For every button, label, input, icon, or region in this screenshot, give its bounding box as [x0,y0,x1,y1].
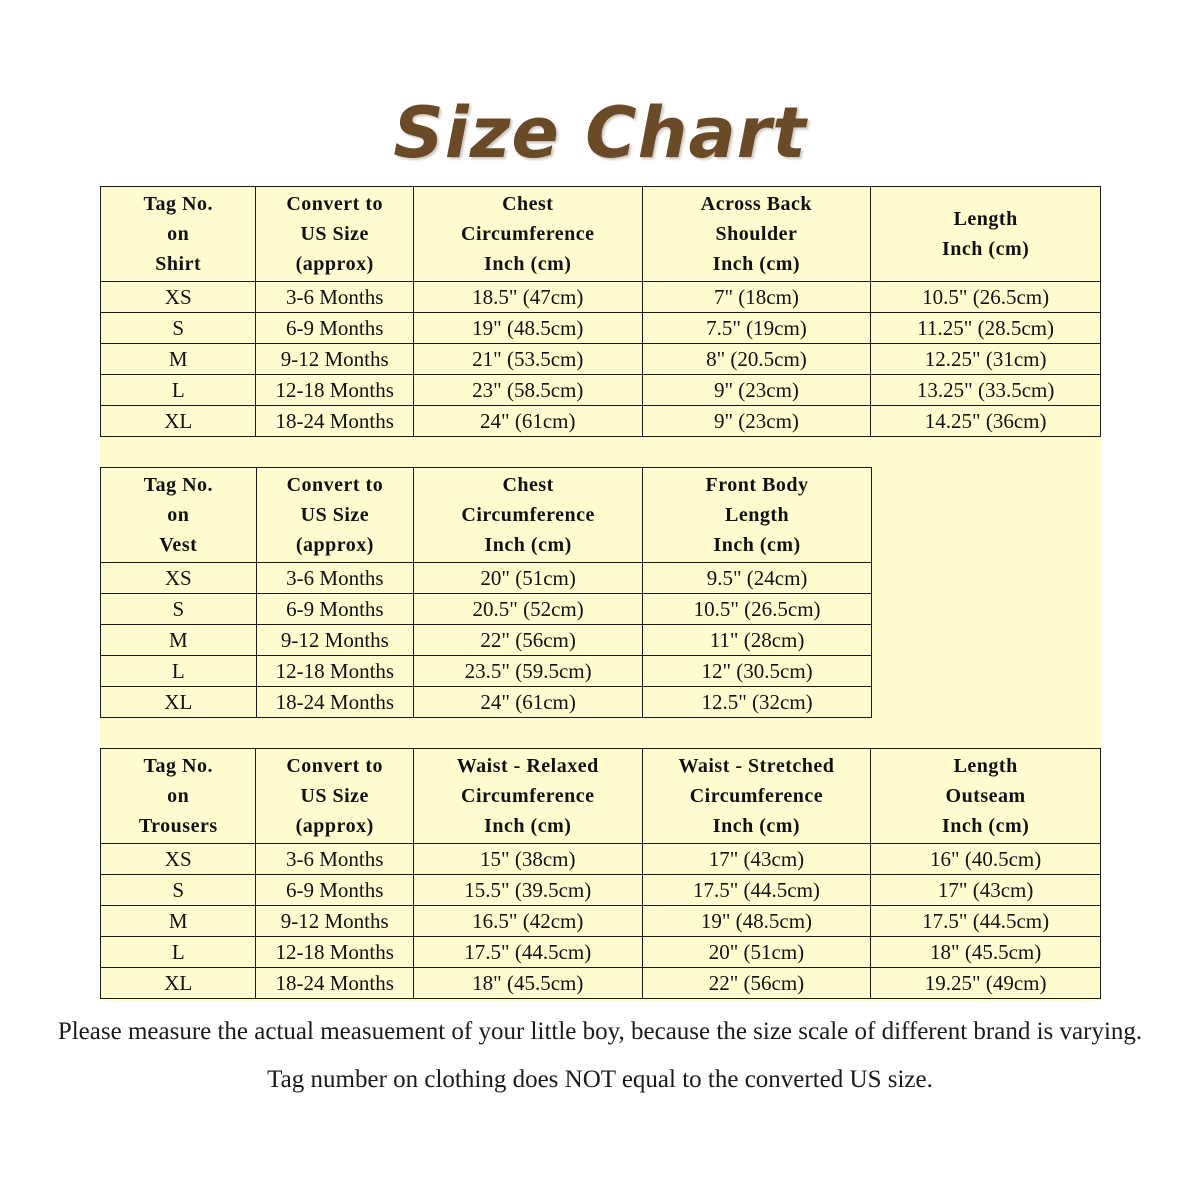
column-header-line: on [167,785,190,807]
column-header-line: Tag No. [143,474,214,496]
table-cell: L [101,937,256,968]
table-cell: 9-12 Months [256,344,413,375]
table-cell: XL [101,968,256,999]
table-header-row [101,468,872,563]
measurement-note: Please measure the actual measuement of your little boy, because the size scale of different brand is varying. [57,1018,1143,1045]
table-row [101,625,872,656]
table-cell: 19" (48.5cm) [413,313,642,344]
table-row [101,844,1101,875]
column-header-line: Inch (cm) [942,238,1030,260]
table-cell: 22" (56cm) [642,968,871,999]
table-cell: 10.5" (26.5cm) [871,282,1101,313]
table-cell: 18-24 Months [256,406,413,437]
column-header [256,468,414,563]
column-header-line: Chest [502,474,554,496]
column-header [101,187,256,282]
table-cell: XS [101,844,256,875]
table-row [101,313,1101,344]
column-header-line: Trousers [138,815,218,837]
column-header-line: Waist - Relaxed [456,755,599,777]
table-cell: 22" (56cm) [414,625,643,656]
column-header [413,749,642,844]
table-cell: 17" (43cm) [871,875,1101,906]
table-cell: 18" (45.5cm) [413,968,642,999]
table-cell: 6-9 Months [256,594,414,625]
column-header-line: Chest [502,193,554,215]
column-header [642,187,871,282]
table-row [101,687,872,718]
table-header-row [101,187,1101,282]
table-cell: 18.5" (47cm) [413,282,642,313]
table-cell: 17.5" (44.5cm) [642,875,871,906]
table-row [101,937,1101,968]
table-cell: 15" (38cm) [413,844,642,875]
table-cell: L [101,375,256,406]
table-row [101,406,1101,437]
tag-number-note: Tag number on clothing does NOT equal to the converted US size. [267,1066,933,1093]
column-header [413,187,642,282]
column-header-line: US Size [300,785,369,807]
table-row [101,875,1101,906]
table-cell: 9" (23cm) [642,406,871,437]
column-header-line: Inch (cm) [713,534,801,556]
table-header-row [101,749,1101,844]
shirt-size-table [100,186,1101,437]
table-cell: 12.5" (32cm) [643,687,872,718]
table-cell: 11" (28cm) [643,625,872,656]
column-header-line: Inch (cm) [942,815,1030,837]
table-cell: XL [101,406,256,437]
table-cell: 7" (18cm) [642,282,871,313]
table-cell: 9-12 Months [256,906,413,937]
table-cell: 18-24 Months [256,687,414,718]
table-cell: 12-18 Months [256,656,414,687]
table-cell: XS [101,282,256,313]
table-cell: 23" (58.5cm) [413,375,642,406]
table-cell: 16" (40.5cm) [871,844,1101,875]
table-cell: S [101,875,256,906]
table-cell: 9.5" (24cm) [643,563,872,594]
column-header-line: Convert to [286,193,383,215]
table-cell: 19.25" (49cm) [871,968,1101,999]
table-row [101,594,872,625]
table-cell: 18-24 Months [256,968,413,999]
column-header [101,468,257,563]
column-header-line: Convert to [286,474,384,496]
table-cell: 20" (51cm) [414,563,643,594]
table-cell: 17.5" (44.5cm) [871,906,1101,937]
table-cell: XL [101,687,257,718]
column-header-line: Waist - Stretched [678,755,835,777]
column-header-line: Inch (cm) [484,253,572,275]
table-cell: 16.5" (42cm) [413,906,642,937]
table-row [101,656,872,687]
column-header [256,749,413,844]
column-header-line: Inch (cm) [484,534,572,556]
column-header [101,749,256,844]
table-row [101,563,872,594]
table-cell: 17.5" (44.5cm) [413,937,642,968]
table-cell: 10.5" (26.5cm) [643,594,872,625]
table-cell: M [101,625,257,656]
column-header-line: Convert to [286,755,383,777]
table-cell: S [101,313,256,344]
column-header-line: Circumference [461,504,595,526]
column-header-line: (approx) [295,253,374,275]
table-cell: 12-18 Months [256,937,413,968]
table-cell: 20.5" (52cm) [414,594,643,625]
column-header-line: Circumference [689,785,824,807]
table-cell: 18" (45.5cm) [871,937,1101,968]
column-header-line: Circumference [461,223,595,245]
column-header-line: Length [953,755,1018,777]
column-header-line: US Size [300,223,369,245]
table-row [101,906,1101,937]
table-row [101,282,1101,313]
table-cell: 6-9 Months [256,875,413,906]
column-header [414,468,643,563]
column-header-line: on [167,504,190,526]
table-cell: 6-9 Months [256,313,413,344]
table-cell: 12-18 Months [256,375,413,406]
column-header-line: US Size [300,504,370,526]
table-cell: 3-6 Months [256,282,413,313]
column-header-line: (approx) [295,534,374,556]
table-cell: 23.5" (59.5cm) [414,656,643,687]
page-title: Size Chart [393,92,807,174]
table-cell: 24" (61cm) [413,406,642,437]
column-header [643,468,872,563]
table-cell: S [101,594,257,625]
table-cell: 3-6 Months [256,563,414,594]
table-cell: L [101,656,257,687]
table-cell: 13.25" (33.5cm) [871,375,1101,406]
table-cell: 7.5" (19cm) [642,313,871,344]
column-header-line: Inch (cm) [712,253,801,275]
table-cell: 12.25" (31cm) [871,344,1101,375]
column-header-line: Outseam [945,785,1026,807]
table-cell: 9-12 Months [256,625,414,656]
table-cell: 19" (48.5cm) [642,906,871,937]
column-header-line: Across Back [700,193,813,215]
column-header-line: Length [953,208,1018,230]
table-cell: 3-6 Months [256,844,413,875]
column-header-line: Tag No. [143,193,213,215]
table-row [101,375,1101,406]
table-row [101,968,1101,999]
table-cell: 15.5" (39.5cm) [413,875,642,906]
column-header-line: Tag No. [143,755,213,777]
table-row [101,344,1101,375]
column-header-line: Inch (cm) [712,815,801,837]
column-header [871,187,1101,282]
column-header-line: Circumference [461,785,595,807]
table-cell: 9" (23cm) [642,375,871,406]
column-header-line: Inch (cm) [484,815,572,837]
column-header [871,749,1101,844]
column-header-line: Shoulder [715,223,798,245]
table-cell: M [101,906,256,937]
vest-size-table [100,467,872,718]
column-header [256,187,413,282]
table-cell: 20" (51cm) [642,937,871,968]
table-cell: 14.25" (36cm) [871,406,1101,437]
column-header-line: on [167,223,190,245]
table-cell: 21" (53.5cm) [413,344,642,375]
trousers-size-table [100,748,1101,999]
column-header [642,749,871,844]
table-cell: 24" (61cm) [414,687,643,718]
table-cell: 11.25" (28.5cm) [871,313,1101,344]
table-cell: 12" (30.5cm) [643,656,872,687]
table-cell: 17" (43cm) [642,844,871,875]
table-cell: M [101,344,256,375]
column-header-line: Length [724,504,790,526]
column-header-line: Shirt [155,253,202,275]
column-header-line: Vest [159,534,198,556]
column-header-line: (approx) [295,815,374,837]
column-header-line: Front Body [705,474,809,496]
table-cell: 8" (20.5cm) [642,344,871,375]
size-chart-sheet [100,186,1101,1001]
table-cell: XS [101,563,257,594]
